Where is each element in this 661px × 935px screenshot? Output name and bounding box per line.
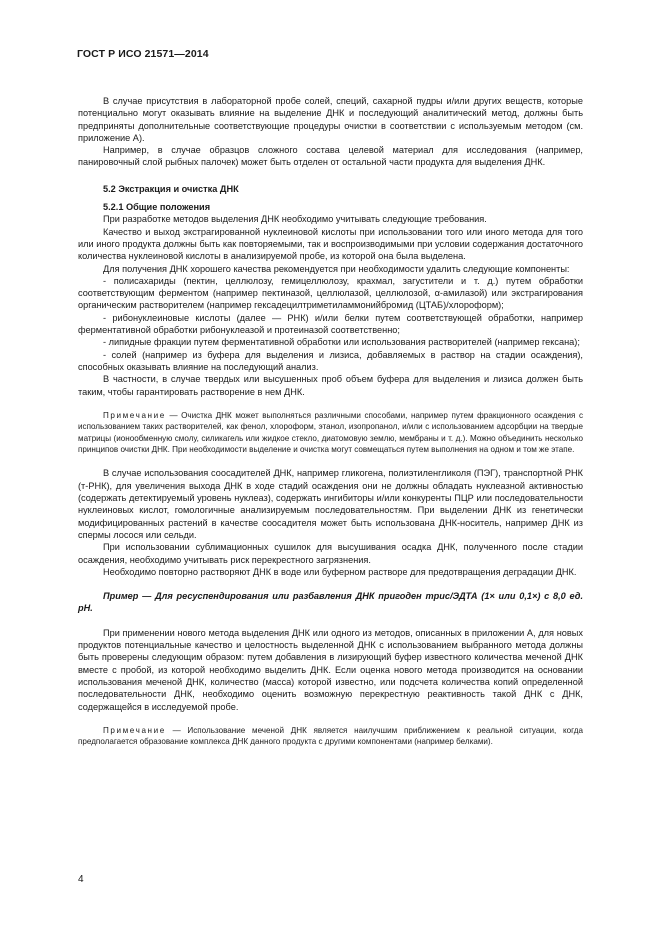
document-header: ГОСТ Р ИСО 21571—2014 [77,48,209,60]
note [78,410,583,456]
list-item: - рибонуклеиновые кислоты (далее — РНК) и/или белки путем соответствующей обработки, например ферментативной обработки рибонуклеазой и протеиназой соответственно; [78,312,583,336]
paragraph: В частности, в случае твердых или высушенных проб объем буфера для выделения и лизиса должен быть таким, чтобы гарантировать растворение в нем ДНК. [78,374,583,397]
page-body [78,95,583,748]
note [78,725,583,748]
page-number: 4 [78,874,84,885]
note-text: — Очистка ДНК может выполняться различными способами, например путем фракционного осаждения с использованием таких растворителей, как фенол, хлороформ, этанол, изопропанол, и/или с использованием адсорбции на твердые матрицы (ионообменную смолу, силикагель или жидкое стекло, диатомовую землю, мембраны и т. д.). Можно объединить несколько принципов очистки ДНК. При необходимости выделение и очистка могут совмещаться путем выполнения на одном и том же этапе. [78,410,583,455]
paragraph: При разработке методов выделения ДНК необходимо учитывать следующие требования. [103,214,487,225]
note-text: — Использование меченой ДНК является наилучшим приближением к реальной ситуации, когда предполагается образование комплекса ДНК данного продукта с другими компонентами (например белками). [78,725,583,747]
list-item: - полисахариды (пектин, целлюлозу, гемицеллюлозу, крахмал, загустители и т. д.) путем обработки соответствующим ферментом (например пектиназой, целлюлазой, целлюлозой, α-амилазой) или экстрагирования органическим растворителем (например гексадецилтриметиламмонийбромид (ЦТАБ)/хлороформ); [78,275,583,311]
paragraph: В случае присутствия в лабораторной пробе солей, специй, сахарной пудры и/или других веществ, которые потенциально могут оказывать влияние на выделение ДНК и последующий аналитический метод, должны быть предприняты дополнительные соответствующие процедуры очистки в соответствии с используемым методом (см. приложение А). [78,96,583,143]
subsection-heading: 5.2.1 Общие положения [103,202,211,213]
paragraph: Например, в случае образцов сложного состава целевой материал для исследования (например, панировочный слой рыбных палочек) может быть отделен от остальной части продукта для выделения ДНК. [78,145,583,168]
list-item: - липидные фракции путем ферментативной обработки или использования растворителей (например гексана); [103,337,580,348]
note-label: Примечание [103,725,166,735]
paragraph: Качество и выход экстрагированной нуклеиновой кислоты при использовании того или иного метода для того или иного продукта должны быть как повторяемыми, так и воспроизводимыми при условии содержания достаточного количества нуклеиновой кислоты в анализируемой пробе, из которой она была выделена. [78,226,583,262]
paragraph: При использовании сублимационных сушилок для высушивания осадка ДНК, полученного после стадии осаждения, необходимо учитывать риск перекрестного загрязнения. [78,542,583,565]
paragraph: В случае использования соосадителей ДНК, например гликогена, полиэтиленгликоля (ПЭГ), транспортной РНК (т-РНК), для увеличения выхода ДНК в ходе стадий осаждения они не должны обладать нуклеазной активностью (содержать детектируемый уровень нуклеаз), содержать ингибиторы и/или конкуренты ПЦР или последовательности нуклеиновых кислот, гомологичные анализируемым последовательностям. При выделении ДНК из генетически модифицированных растений в качестве соосадителя может быть использована ДНК-носитель, например ДНК из спермы лосося или сельди. [78,468,583,540]
paragraph: Необходимо повторно растворяют ДНК в воде или буферном растворе для предотвращения деградации ДНК. [103,566,577,577]
paragraph: При применении нового метода выделения ДНК или одного из методов, описанных в приложении А, для новых продуктов потенциальные качество и целостность выделенной ДНК с использованием выбранного метода должны быть проверены следующим образом: путем добавления в лизирующий буфер известного количества меченой ДНК вместе с пробой, из которой необходимо выделить ДНК. Если оценка нового метода производится на основании использования меченой ДНК, количество (масса) которой известно, или подсчета количества копий определенной последовательности ДНК, необходимо оценить возможную перекрестную реактивность такой ДНК с ДНК, содержащейся в исследуемой пробе. [78,627,583,712]
section-heading: 5.2 Экстракция и очистка ДНК [103,183,239,194]
paragraph: Для получения ДНК хорошего качества рекомендуется при необходимости удалить следующие компоненты: [103,263,570,274]
note-label: Примечание [103,410,166,420]
list-item: - солей (например из буфера для выделения и лизиса, добавляемых в раствор на стадии осаждения), способных оказывать влияние на последующий анализ. [78,349,583,372]
example: Пример — Для ресуспендирования или разбавления ДНК пригоден трис/ЭДТА (1× или 0,1×) с 8,0 ед. рН. [78,591,583,614]
